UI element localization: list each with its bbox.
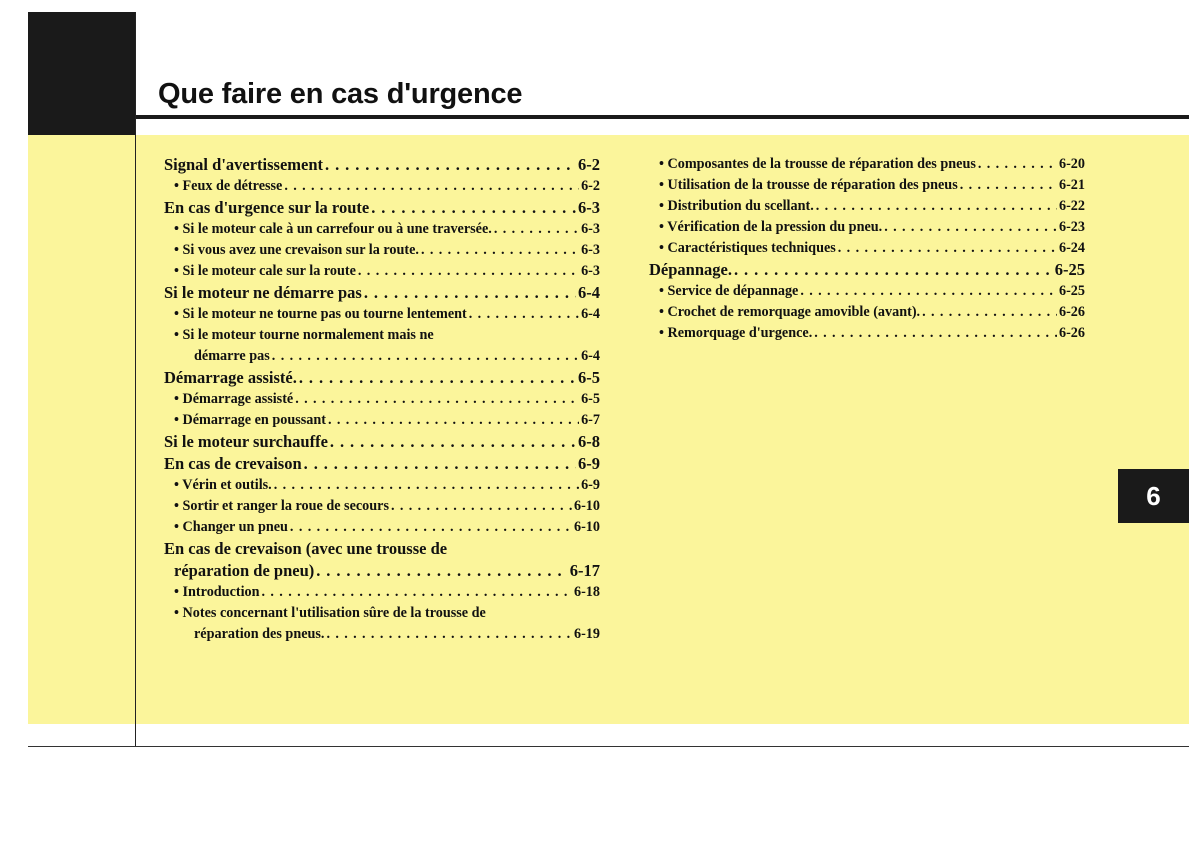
- toc-subsection-entry[interactable]: [649, 302, 1085, 323]
- toc-leader-dots: [272, 346, 579, 367]
- toc-subsection-entry[interactable]: [649, 238, 1085, 259]
- toc-entry-label: • Si le moteur tourne normalement mais ne: [174, 327, 434, 343]
- toc-subsection-entry[interactable]: [164, 410, 600, 431]
- toc-section-entry[interactable]: [164, 197, 600, 219]
- toc-page-number: 6-2: [581, 178, 600, 194]
- toc-page-number: 6-25: [1058, 283, 1085, 299]
- toc-leader-dots: [325, 154, 576, 176]
- toc-entry-label: réparation de pneu): [174, 561, 315, 580]
- toc-page-number: 6-4: [581, 306, 600, 322]
- chapter-tab[interactable]: [1118, 469, 1189, 523]
- toc-entry-label: • Démarrage assisté: [174, 391, 294, 407]
- toc-page-number: 6-4: [578, 283, 600, 302]
- toc-leader-dots: [290, 517, 572, 538]
- toc-leader-dots: [299, 367, 576, 389]
- toc-page-number: 6-3: [578, 198, 600, 217]
- toc-subsection-entry[interactable]: [164, 496, 600, 517]
- toc-entry-label: Signal d'avertissement: [164, 155, 324, 174]
- toc-leader-dots: [734, 259, 1053, 281]
- toc-leader-dots: [391, 496, 572, 517]
- toc-leader-dots: [262, 582, 572, 603]
- toc-entry-label: • Composantes de la trousse de réparation des pneus: [659, 156, 976, 172]
- toc-subsection-entry[interactable]: [649, 175, 1085, 196]
- toc-subsection-entry[interactable]: [164, 582, 600, 603]
- toc-subsection-entry[interactable]: [164, 240, 600, 261]
- toc-subsection-entry[interactable]: [164, 517, 600, 538]
- toc-leader-dots: [469, 304, 579, 325]
- toc-section-entry[interactable]: [649, 259, 1085, 281]
- toc-entry-label: • Caractéristiques techniques: [659, 240, 836, 256]
- toc-column-left: [164, 154, 600, 645]
- toc-entry-label: • Si vous avez une crevaison sur la route.: [174, 242, 419, 258]
- toc-subsection-entry[interactable]: [164, 304, 600, 325]
- toc-section-entry[interactable]: [164, 453, 600, 475]
- toc-page-number: 6-26: [1058, 325, 1085, 341]
- toc-entry-label: En cas d'urgence sur la route: [164, 198, 370, 217]
- toc-entry-label: • Changer un pneu: [174, 519, 288, 535]
- toc-leader-dots: [494, 219, 579, 240]
- toc-entry-label: • Démarrage en poussant: [174, 412, 326, 428]
- toc-subsection-entry[interactable]: [649, 217, 1085, 238]
- toc-section-entry: [164, 538, 600, 560]
- toc-page-number: 6-10: [573, 498, 600, 514]
- toc-section-entry[interactable]: [164, 367, 600, 389]
- toc-subsection-entry[interactable]: [164, 475, 600, 496]
- toc-page-number: 6-18: [573, 584, 600, 600]
- toc-subsection-entry: [164, 624, 600, 645]
- toc-page-number: 6-25: [1054, 260, 1085, 279]
- toc-entry-label: • Crochet de remorquage amovible (avant).: [659, 304, 921, 320]
- toc-page-number: 6-2: [578, 155, 600, 174]
- toc-page-number: 6-3: [581, 242, 600, 258]
- toc-subsection-entry[interactable]: [649, 281, 1085, 302]
- toc-page-number: 6-20: [1058, 156, 1085, 172]
- toc-leader-dots: [364, 282, 576, 304]
- toc-leader-dots: [816, 196, 1057, 217]
- toc-page-number: 6-23: [1058, 219, 1085, 235]
- toc-entry-label: • Sortir et ranger la roue de secours: [174, 498, 389, 514]
- toc-entry-label: • Vérification de la pression du pneu.: [659, 219, 883, 235]
- bottom-rule: [28, 746, 1189, 747]
- toc-page-number: 6-4: [581, 348, 600, 364]
- toc-subsection-entry[interactable]: [649, 154, 1085, 175]
- toc-leader-dots: [274, 475, 579, 496]
- toc-page-number: 6-17: [569, 561, 600, 580]
- toc-entry-label: Dépannage.: [649, 260, 732, 279]
- vertical-rule: [135, 12, 136, 747]
- toc-leader-dots: [800, 281, 1057, 302]
- toc-entry-label: réparation des pneus.: [194, 626, 325, 642]
- toc-leader-dots: [358, 261, 579, 282]
- toc-leader-dots: [284, 176, 579, 197]
- toc-leader-dots: [838, 238, 1057, 259]
- toc-section-entry[interactable]: [164, 282, 600, 304]
- toc-entry-label: démarre pas: [194, 348, 270, 364]
- toc-leader-dots: [884, 217, 1057, 238]
- toc-page-number: 6-3: [581, 263, 600, 279]
- toc-page-number: 6-22: [1058, 198, 1085, 214]
- toc-entry-label: Si le moteur surchauffe: [164, 432, 328, 451]
- toc-section-entry[interactable]: [164, 431, 600, 453]
- toc-page-number: 6-8: [578, 432, 600, 451]
- toc-page-number: 6-7: [581, 412, 600, 428]
- toc-page-number: 6-21: [1058, 177, 1085, 193]
- toc-subsection-entry: [164, 603, 600, 624]
- toc-subsection-entry[interactable]: [649, 196, 1085, 217]
- toc-entry-label: • Remorquage d'urgence.: [659, 325, 813, 341]
- toc-section-entry[interactable]: [164, 154, 600, 176]
- toc-leader-dots: [326, 624, 572, 645]
- toc-leader-dots: [978, 154, 1057, 175]
- toc-entry-label: • Si le moteur cale sur la route: [174, 263, 356, 279]
- toc-page-number: 6-24: [1058, 240, 1085, 256]
- toc-entry-label: • Vérin et outils.: [174, 477, 272, 493]
- toc-entry-label: Démarrage assisté.: [164, 368, 297, 387]
- toc-entry-label: • Service de dépannage: [659, 283, 799, 299]
- toc-page-number: 6-19: [573, 626, 600, 642]
- header-black-block: [28, 12, 136, 135]
- toc-page-number: 6-5: [581, 391, 600, 407]
- toc-subsection-entry: [164, 346, 600, 367]
- toc-page-number: 6-9: [581, 477, 600, 493]
- toc-leader-dots: [960, 175, 1057, 196]
- toc-subsection-entry[interactable]: [164, 219, 600, 240]
- toc-subsection-entry[interactable]: [164, 389, 600, 410]
- toc-page-number: 6-26: [1058, 304, 1085, 320]
- toc-page-number: 6-10: [573, 519, 600, 535]
- toc-leader-dots: [922, 302, 1057, 323]
- title-rule: [136, 115, 1189, 119]
- toc-entry-label: • Introduction: [174, 584, 260, 600]
- toc-leader-dots: [316, 560, 568, 582]
- toc-entry-label: • Si le moteur cale à un carrefour ou à une traversée.: [174, 221, 492, 237]
- toc-subsection-entry[interactable]: [164, 176, 600, 197]
- toc-entry-label: • Notes concernant l'utilisation sûre de la trousse de: [174, 605, 486, 621]
- toc-subsection-entry[interactable]: [164, 261, 600, 282]
- toc-entry-label: • Distribution du scellant.: [659, 198, 814, 214]
- toc-column-right: [649, 154, 1085, 344]
- toc-page-number: 6-5: [578, 368, 600, 387]
- toc-leader-dots: [421, 240, 579, 261]
- page-title: Que faire en cas d'urgence: [158, 78, 523, 110]
- toc-leader-dots: [330, 431, 576, 453]
- toc-leader-dots: [304, 453, 576, 475]
- toc-entry-label: • Utilisation de la trousse de réparation des pneus: [659, 177, 958, 193]
- toc-leader-dots: [328, 410, 579, 431]
- toc-entry-label: Si le moteur ne démarre pas: [164, 283, 362, 302]
- toc-subsection-entry: [164, 325, 600, 346]
- toc-entry-label: En cas de crevaison: [164, 454, 302, 473]
- toc-page-number: 6-3: [581, 221, 600, 237]
- toc-leader-dots: [371, 197, 576, 219]
- toc-subsection-entry[interactable]: [649, 323, 1085, 344]
- toc-section-entry: [164, 560, 600, 582]
- toc-page-number: 6-9: [578, 454, 600, 473]
- toc-entry-label: • Feux de détresse: [174, 178, 283, 194]
- toc-entry-label: • Si le moteur ne tourne pas ou tourne lentement: [174, 306, 467, 322]
- toc-leader-dots: [295, 389, 579, 410]
- toc-entry-label: En cas de crevaison (avec une trousse de: [164, 539, 448, 558]
- chapter-number: 6: [1146, 480, 1161, 511]
- toc-leader-dots: [814, 323, 1057, 344]
